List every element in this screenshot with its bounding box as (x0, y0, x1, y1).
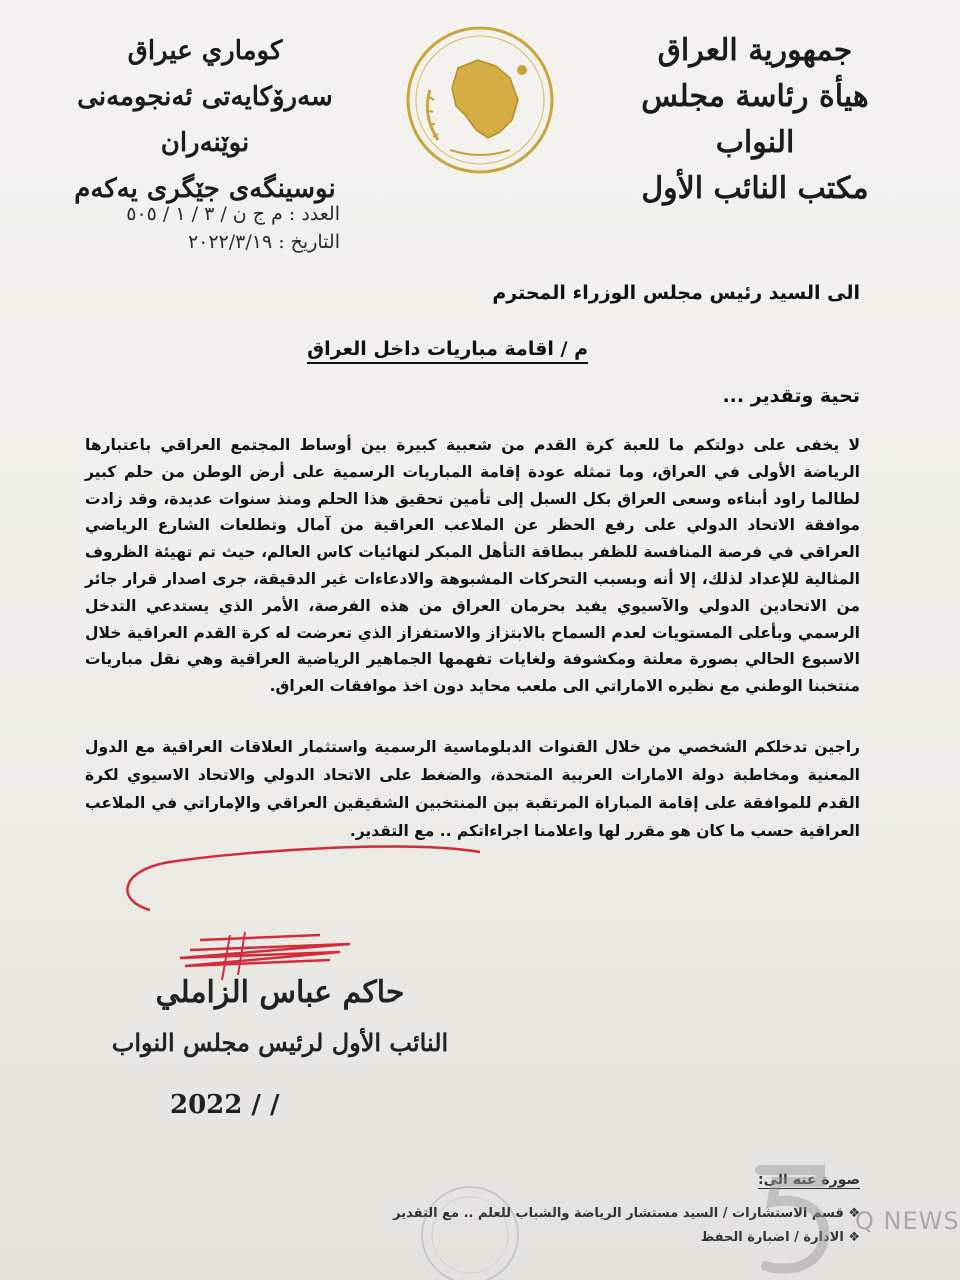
header-kurdish-line-1: كوماري عيراق (127, 36, 283, 66)
faint-stamp-icon (410, 1175, 530, 1280)
reference-number: العدد : م ج ن / ٣ / ١ / ٥٠٥ (126, 203, 340, 225)
header-arabic-line-3: مكتب النائب الأول (641, 171, 869, 206)
reference-block (90, 200, 340, 256)
signatory-name: حاكم عباس الزاملي (155, 975, 405, 1010)
reference-date: التاريخ : ٢٠٢٢/٣/١٩ (187, 231, 340, 253)
signatory-title: النائب الأول لرئيس مجلس النواب (111, 1028, 449, 1057)
header-kurdish-line-3: نوسینگەی جێگری یەکەم (74, 174, 336, 204)
header-kurdish (60, 28, 350, 212)
copies-item-1-text: قسم الاستشارات / السيد مستشار الرياضة والشباب للعلم .. مع التقدير (393, 1206, 844, 1221)
watermark-text: Q NEWS (855, 1207, 960, 1235)
letter-greeting: تحية وتقدير ... (722, 385, 860, 407)
copies-title: صورة عنه الى: (758, 1172, 860, 1188)
copies-item-2: ❖ الادارة / اضبارة الحفظ (700, 1230, 860, 1245)
parliament-emblem-icon (400, 20, 560, 180)
signature-date: 2022 / / (170, 1090, 280, 1120)
letter-subject: م / اقامة مباريات داخل العراق (307, 338, 588, 364)
copies-item-1: ❖ قسم الاستشارات / السيد مستشار الرياضة والشباب للعلم .. مع التقدير (393, 1206, 860, 1221)
letter-paragraph-1: لا يخفى على دولتكم ما للعبة كرة القدم من شعبية كبيرة بين أوساط المجتمع العراقي باعتبارها الرياضة الأولى في العراق، وما تمثله عودة إقامة المباريات الرسمية على أرض الوطن من حلم كبير لطالما راود أبناءه وسعى العراق بكل السبل إلى تأمين تحقيق هذا الحلم ومنذ سنوات عديدة، وقد زادت موافقة الاتحاد الدولي على رفع الحظر عن الملاعب العراقية من آمال وتطلعات الشارع الرياضي العراقي في فرصة المنافسة للظفر ببطاقة التأهل المبكر لنهائيات كاس العالم، حيث تم تهيئة الظروف المثالية للإعداد لذلك، إلا أنه وبسبب التحركات المشبوهة والادعاءات غير الدقيقة، جرى اصدار قرار جائر من الاتحادين الدولي والآسيوي يفيد بحرمان العراق من هذه الفرصة، الأمر الذي يستدعي التدخل الرسمي وبأعلى المستويات لعدم السماح بالابتزاز والاستفزاز الذي تعرضت له كرة القدم العراقية خلال الاسبوع الحالي بصورة معلنة ومكشوفة ولغايات تفهمها الجماهير الرياضية العراقية وهي نقل مباريات منتخبنا الوطني مع نظيره الاماراتي الى ملعب محايد دون اخذ موافقات العراق. (85, 436, 860, 696)
copies-item-2-text: الادارة / اضبارة الحفظ (700, 1230, 844, 1245)
header-arabic-line-1: جمهورية العراق (657, 33, 853, 68)
letter-paragraph-2: راجين تدخلكم الشخصي من خلال القنوات الدبلوماسية الرسمية واستثمار العلاقات العراقية مع الدول المعنية ومخاطبة دولة الامارات العربية المتحدة، والضغط على الاتحاد الدولي والاتحاد الاسيوي لكرة القدم للموافقة على إقامة المباراة المرتقبة بين المنتخبين الشقيقين العراقي والإماراتي في الملاعب العراقية حسب ما كان هو مقرر لها واعلامنا اجراءاتكم .. مع التقدير. (85, 738, 860, 840)
header-arabic-line-2: هيأة رئاسة مجلس النواب (641, 79, 869, 160)
header-kurdish-line-2: سەرۆكايەتی ئەنجومەنی نوێنەران (77, 82, 333, 158)
header-arabic (610, 28, 900, 212)
handwritten-signature-icon (110, 840, 490, 990)
letter-addressee: الى السيد رئيس مجلس الوزراء المحترم (492, 282, 860, 304)
